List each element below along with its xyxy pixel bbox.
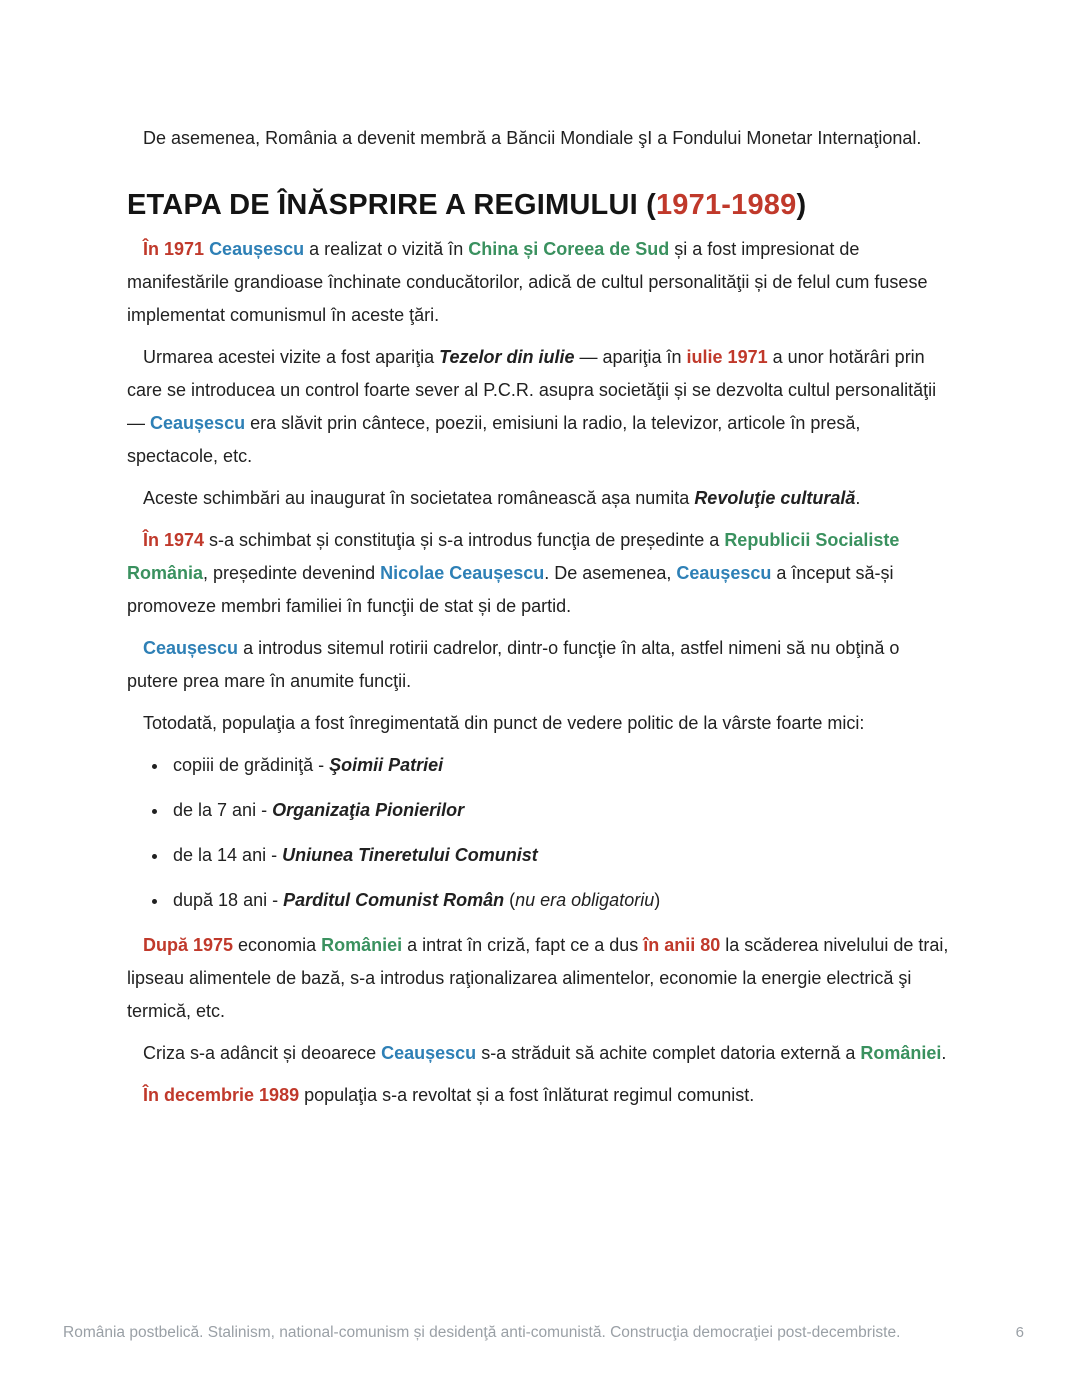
name-accent: Ceaușescu (143, 638, 239, 658)
text-run: Urmarea acestei vizite a fost apariţia (143, 347, 440, 367)
geo-accent: României (321, 935, 403, 955)
section-heading (127, 185, 952, 225)
paragraph-revolta-1989 (127, 1079, 952, 1112)
text-run: la scăderea nivelului de trai, lipseau alimentele de bază, s-a introdus raţionalizarea alimentelor, economie la energie electrică şi termică, etc. (127, 935, 949, 1021)
list-item (169, 839, 952, 872)
text-run: . (941, 1043, 947, 1063)
text-run: populaţia s-a revoltat și a fost înlăturat regimul comunist. (299, 1085, 755, 1105)
heading-years-accent: 1971-1989 (655, 189, 797, 221)
emphasis-text: Organizaţia Pionierilor (272, 800, 465, 820)
text-run: economia (233, 935, 322, 955)
emphasis-text: Parditul Comunist Român (283, 890, 505, 910)
text-run: de la 14 ani - (173, 845, 283, 865)
name-accent: Nicolae Ceaușescu (380, 563, 545, 583)
text-run: s-a schimbat și constituţia și s-a introdus funcţia de președinte a (204, 530, 725, 550)
text-run: de la 7 ani - (173, 800, 273, 820)
date-accent: În 1974 (143, 530, 205, 550)
italic-text: nu era obligatoriu (515, 890, 655, 910)
text-run: a început să-și promoveze membri familiei în funcţii de stat și de partid. (127, 563, 894, 616)
paragraph-revolutie-culturala (127, 482, 952, 515)
text-run: s-a străduit să achite complet datoria externă a (476, 1043, 861, 1063)
text-run: De asemenea, România a devenit membră a Băncii Mondiale şI a Fondului Monetar Internaţional. (143, 128, 922, 148)
paragraph-constitutie-1974 (127, 524, 952, 623)
date-accent: în anii 80 (643, 935, 721, 955)
text-run: Criza s-a adâncit și deoarece (143, 1043, 382, 1063)
text-run: a unor hotărâri prin care se introducea un control foarte sever al P.C.R. asupra societăţii și se dezvolta cultul personalităţii — (127, 347, 937, 433)
text-run: a realizat o vizită în (304, 239, 469, 259)
name-accent: Ceaușescu (150, 413, 246, 433)
heading-text: ) (796, 189, 807, 221)
page-footer (63, 1320, 1024, 1345)
date-accent: După 1975 (143, 935, 234, 955)
name-accent: Ceaușescu (209, 239, 305, 259)
geo-accent: China și Coreea de Sud (468, 239, 670, 259)
text-run: Aceste schimbări au inaugurat în societatea românească așa numita (143, 488, 695, 508)
emphasis-text: Tezelor din iulie (439, 347, 575, 367)
text-run: era slăvit prin cântece, poezii, emisiuni la radio, la televizor, articole în presă, spectacole, etc. (127, 413, 861, 466)
text-run: Totodată, populaţia a fost înregimentată din punct de vedere politic de la vârste foarte mici: (143, 713, 865, 733)
footer-title: România postbelică. Stalinism, national-comunism și desidenţă anti-comunistă. Construcţia democraţiei post-decembriste. (63, 1324, 901, 1341)
date-accent: În 1971 (143, 239, 205, 259)
heading-text: ETAPA DE ÎNĂSPRIRE A REGIMULUI ( (127, 189, 656, 221)
date-accent: În decembrie 1989 (143, 1085, 300, 1105)
geo-accent: Republicii Socialiste România (127, 530, 900, 583)
text-run: a introdus sitemul rotirii cadrelor, dintr-o funcţie în alta, astfel nimeni să nu obţină o putere prea mare în anumite funcţii. (127, 638, 900, 691)
paragraph-teze-iulie (127, 341, 952, 473)
page-number: 6 (1015, 1324, 1024, 1341)
paragraph-intro (127, 122, 952, 155)
text-run: copiii de grădiniţă - (173, 755, 330, 775)
paragraph-criza-economica (127, 929, 952, 1028)
list-item (169, 749, 952, 782)
text-run: după 18 ani - (173, 890, 284, 910)
emphasis-text: Şoimii Patriei (329, 755, 444, 775)
paragraph-rotirea-cadrelor (127, 632, 952, 698)
text-run: , președinte devenind (203, 563, 381, 583)
list-item (169, 884, 952, 917)
name-accent: Ceaușescu (676, 563, 772, 583)
name-accent: Ceaușescu (381, 1043, 477, 1063)
text-run: și a fost impresionat de manifestările grandioase închinate conducătorilor, adică de cultul personalităţii și de felul cum fusese implementat comunismul în aceste ţări. (127, 239, 928, 325)
emphasis-text: Uniunea Tineretului Comunist (282, 845, 538, 865)
paragraph-visit-1971 (127, 233, 952, 332)
text-run: a intrat în criză, fapt ce a dus (402, 935, 644, 955)
paragraph-inregimentare (127, 707, 952, 740)
text-run: . (855, 488, 861, 508)
list-item (169, 794, 952, 827)
date-accent: iulie 1971 (686, 347, 768, 367)
geo-accent: României (860, 1043, 942, 1063)
text-run: ( (504, 890, 516, 910)
emphasis-text: Revoluţie culturală (694, 488, 856, 508)
paragraph-datoria-externa (127, 1037, 952, 1070)
organizations-list (127, 749, 952, 917)
text-run: . De asemenea, (544, 563, 677, 583)
text-run: ) (654, 890, 661, 910)
text-run: — apariţia în (574, 347, 687, 367)
